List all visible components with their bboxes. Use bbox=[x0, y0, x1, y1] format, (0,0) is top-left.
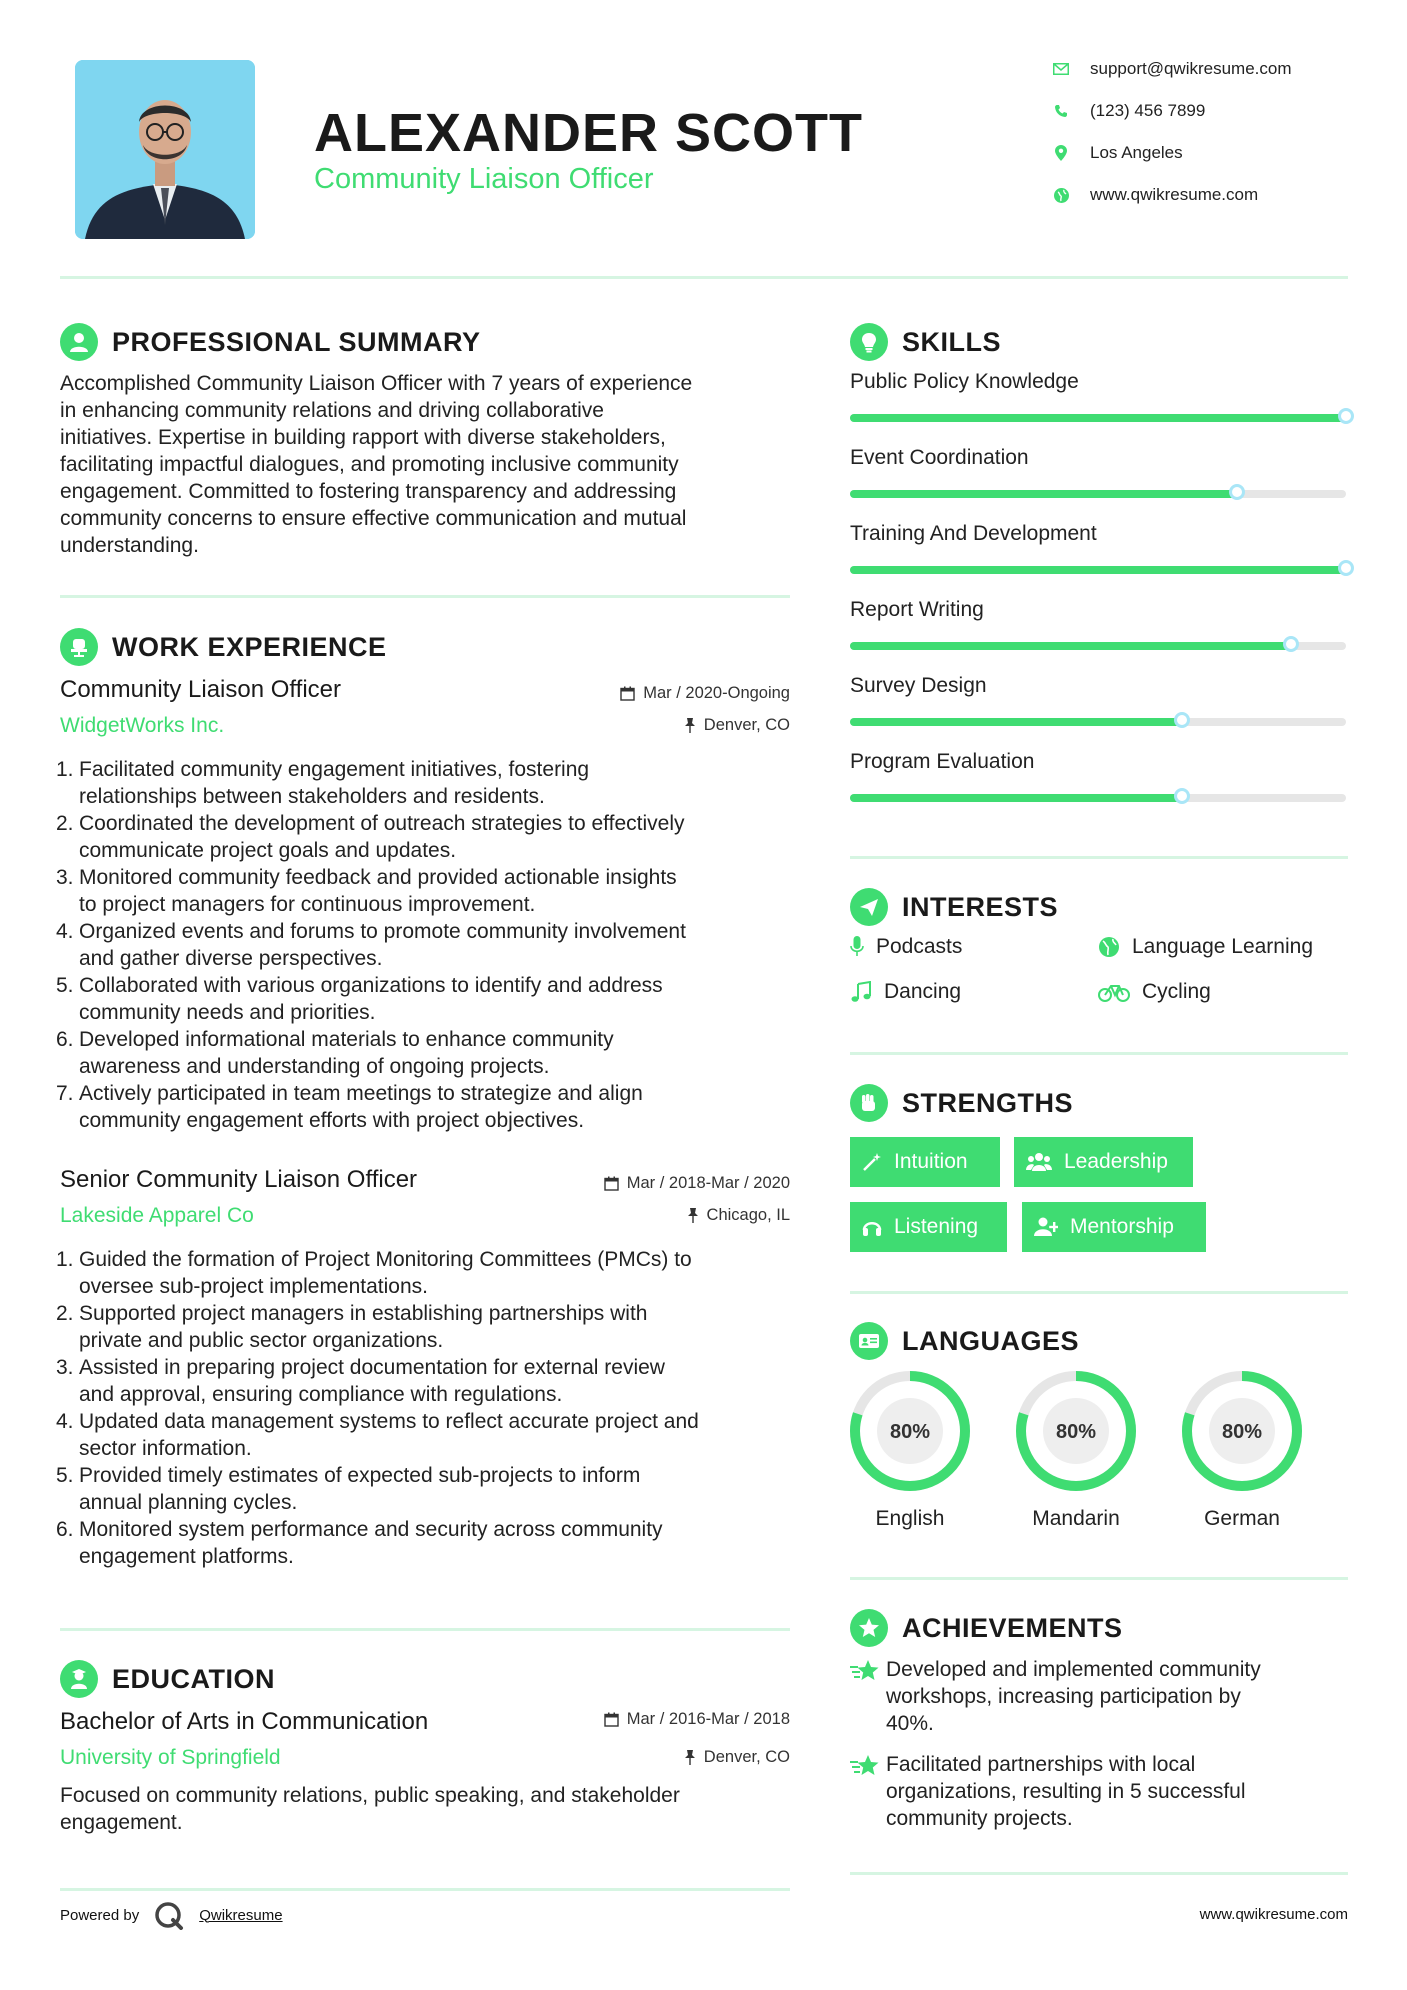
calendar-icon bbox=[604, 1176, 619, 1191]
skill-row bbox=[850, 750, 1346, 820]
briefcase-chair-icon bbox=[60, 628, 98, 666]
education-location-text: Denver, CO bbox=[703, 1748, 790, 1766]
achievement-text: Facilitated partnerships with local organizations, resulting in 5 successful community projects. bbox=[886, 1753, 1246, 1830]
summary-line: facilitating impactful dialogues, and promoting inclusive community bbox=[60, 453, 679, 476]
candidate-name: ALEXANDER SCOTT bbox=[314, 103, 864, 163]
music-note-icon bbox=[850, 981, 872, 1003]
strength-tag bbox=[1014, 1137, 1193, 1187]
job-duties-list bbox=[56, 756, 800, 1134]
summary-line: understanding. bbox=[60, 534, 199, 557]
strength-tag bbox=[850, 1137, 1000, 1187]
section-divider bbox=[850, 1052, 1348, 1055]
user-plus-icon bbox=[1034, 1217, 1058, 1237]
interest-label: Podcasts bbox=[876, 935, 963, 958]
skill-level-fill bbox=[850, 718, 1182, 726]
duty-item: 4. Organized events and forums to promote community involvement and gather diverse perspectives. bbox=[56, 920, 686, 970]
footer-url[interactable]: www.qwikresume.com bbox=[1199, 1906, 1348, 1923]
skills-heading bbox=[850, 323, 1001, 361]
interest-item bbox=[850, 980, 961, 1004]
qwikresume-logo-icon bbox=[153, 1900, 187, 1930]
skill-level-fill bbox=[850, 490, 1237, 498]
interest-item bbox=[850, 935, 962, 959]
skill-level-bar bbox=[850, 642, 1346, 650]
skill-level-bar bbox=[850, 566, 1346, 574]
interest-label: Language Learning bbox=[1132, 935, 1314, 958]
raised-fist-icon bbox=[850, 1084, 888, 1122]
skill-label: Report Writing bbox=[850, 598, 984, 621]
achievement-item bbox=[850, 1656, 1350, 1737]
skill-level-knob bbox=[1338, 408, 1354, 424]
school-name: University of Springfield bbox=[60, 1746, 281, 1769]
interest-label: Dancing bbox=[884, 980, 962, 1003]
contact-location bbox=[1052, 140, 1352, 166]
skill-label: Training And Development bbox=[850, 522, 1097, 545]
duty-item: 5. Collaborated with various organizations to identify and address community needs and priorities. bbox=[56, 974, 663, 1024]
strength-label: Listening bbox=[894, 1215, 979, 1238]
headphones-icon bbox=[862, 1217, 882, 1237]
education-heading-text: EDUCATION bbox=[112, 1663, 275, 1694]
candidate-title: Community Liaison Officer bbox=[314, 163, 654, 195]
language-label: German bbox=[1204, 1507, 1280, 1530]
achievement-item bbox=[850, 1751, 1350, 1832]
job-dates-text: Mar / 2020-Ongoing bbox=[643, 684, 790, 702]
education-description bbox=[60, 1782, 800, 1836]
skill-row bbox=[850, 522, 1346, 592]
education-line: engagement. bbox=[60, 1811, 183, 1834]
section-divider bbox=[850, 856, 1348, 859]
education-location bbox=[540, 1748, 790, 1767]
section-divider bbox=[850, 1577, 1348, 1580]
skill-level-bar bbox=[850, 794, 1346, 802]
skill-level-knob bbox=[1174, 712, 1190, 728]
company-name: Lakeside Apparel Co bbox=[60, 1204, 254, 1227]
skill-label: Public Policy Knowledge bbox=[850, 370, 1079, 393]
languages-heading bbox=[850, 1322, 1079, 1360]
summary-line: in enhancing community relations and driving collaborative bbox=[60, 399, 604, 422]
skill-level-fill bbox=[850, 794, 1182, 802]
lightbulb-icon bbox=[850, 323, 888, 361]
job-dates bbox=[540, 684, 790, 703]
globe-icon bbox=[1052, 186, 1070, 204]
person-portrait-icon bbox=[75, 60, 255, 239]
contact-email[interactable] bbox=[1052, 56, 1352, 82]
paper-plane-icon bbox=[850, 888, 888, 926]
job-location-text: Denver, CO bbox=[703, 716, 790, 734]
pushpin-icon bbox=[684, 718, 696, 733]
powered-by-text: Powered by bbox=[60, 1906, 140, 1924]
languages-heading-text: LANGUAGES bbox=[902, 1325, 1080, 1356]
profile-photo bbox=[75, 60, 255, 239]
achievements-heading-text: ACHIEVEMENTS bbox=[902, 1612, 1123, 1643]
strength-tag bbox=[1022, 1202, 1206, 1252]
work-heading-text: WORK EXPERIENCE bbox=[112, 631, 387, 662]
skill-label: Event Coordination bbox=[850, 446, 1029, 469]
languages-list bbox=[830, 1368, 1350, 1538]
language-percent: 80% bbox=[1055, 1421, 1097, 1443]
skill-level-fill bbox=[850, 642, 1291, 650]
language-label: English bbox=[875, 1507, 945, 1530]
id-card-icon bbox=[850, 1322, 888, 1360]
phone-icon bbox=[1052, 102, 1070, 120]
skill-level-knob bbox=[1229, 484, 1245, 500]
section-divider bbox=[60, 595, 790, 598]
education-heading bbox=[60, 1660, 275, 1698]
microphone-icon bbox=[850, 936, 864, 958]
summary-line: Accomplished Community Liaison Officer with 7 years of experience bbox=[60, 372, 693, 395]
language-label: Mandarin bbox=[1032, 1507, 1120, 1530]
pushpin-icon bbox=[684, 1750, 696, 1765]
duty-item: 1. Guided the formation of Project Monitoring Committees (PMCs) to oversee sub-project implementations. bbox=[56, 1248, 692, 1298]
duty-item: 6. Developed informational materials to enhance community awareness and understanding of ongoing projects. bbox=[56, 1028, 614, 1078]
bicycle-icon bbox=[1098, 981, 1130, 1003]
language-item bbox=[1162, 1368, 1322, 1538]
job-title: Community Liaison Officer bbox=[60, 676, 341, 703]
map-pin-icon bbox=[1052, 144, 1070, 162]
summary-heading-text: PROFESSIONAL SUMMARY bbox=[112, 326, 481, 357]
duty-item: 4. Updated data management systems to reflect accurate project and sector information. bbox=[56, 1410, 699, 1460]
language-ring bbox=[996, 1368, 1156, 1494]
summary-text bbox=[60, 370, 800, 559]
education-dates-text: Mar / 2016-Mar / 2018 bbox=[626, 1710, 790, 1728]
section-divider bbox=[60, 1628, 790, 1631]
skill-level-knob bbox=[1338, 560, 1354, 576]
contact-email-text: support@qwikresume.com bbox=[1090, 59, 1292, 78]
company-name: WidgetWorks Inc. bbox=[60, 714, 225, 737]
strength-label: Intuition bbox=[894, 1150, 968, 1173]
brand-link[interactable]: Qwikresume bbox=[199, 1906, 283, 1924]
interests-heading-text: INTERESTS bbox=[902, 891, 1059, 922]
duty-item: 3. Monitored community feedback and provided actionable insights to project managers for continuous improvement. bbox=[56, 866, 677, 916]
strength-label: Mentorship bbox=[1070, 1215, 1174, 1238]
duty-item: 5. Provided timely estimates of expected sub-projects to inform annual planning cycles. bbox=[56, 1464, 641, 1514]
users-icon bbox=[1026, 1152, 1052, 1172]
strength-tag bbox=[850, 1202, 1007, 1252]
skill-row bbox=[850, 446, 1346, 516]
strengths-heading-text: STRENGTHS bbox=[902, 1087, 1074, 1118]
skill-row bbox=[850, 370, 1346, 440]
calendar-icon bbox=[604, 1712, 619, 1727]
education-dates bbox=[540, 1710, 790, 1729]
summary-line: engagement. Committed to fostering transparency and addressing bbox=[60, 480, 677, 503]
section-divider bbox=[60, 1888, 790, 1891]
interests-heading bbox=[850, 888, 1058, 926]
language-ring bbox=[1162, 1368, 1322, 1494]
summary-heading bbox=[60, 323, 481, 361]
skill-level-fill bbox=[850, 414, 1346, 422]
skill-row bbox=[850, 598, 1346, 668]
job-duties-list bbox=[56, 1246, 800, 1570]
globe-icon bbox=[1098, 936, 1120, 958]
star-badge-icon bbox=[850, 1609, 888, 1647]
language-percent: 80% bbox=[1221, 1421, 1263, 1443]
language-item bbox=[830, 1368, 990, 1538]
job-dates-text: Mar / 2018-Mar / 2020 bbox=[626, 1174, 790, 1192]
duty-item: 1. Facilitated community engagement initiatives, fostering relationships between stakeholders and residents. bbox=[56, 758, 590, 808]
interest-label: Cycling bbox=[1142, 980, 1211, 1003]
star-trail-icon bbox=[850, 1751, 886, 1832]
job-dates bbox=[540, 1174, 790, 1193]
section-divider bbox=[850, 1872, 1348, 1875]
skills-heading-text: SKILLS bbox=[902, 326, 1002, 357]
envelope-icon bbox=[1052, 60, 1070, 78]
work-heading bbox=[60, 628, 387, 666]
skill-label: Program Evaluation bbox=[850, 750, 1035, 773]
duty-item: 6. Monitored system performance and security across community engagement platforms. bbox=[56, 1518, 663, 1568]
summary-line: initiatives. Expertise in building rapport with diverse stakeholders, bbox=[60, 426, 666, 449]
contact-website[interactable] bbox=[1052, 182, 1352, 208]
summary-line: community concerns to ensure effective communication and mutual bbox=[60, 507, 687, 530]
education-line: Focused on community relations, public speaking, and stakeholder bbox=[60, 1784, 680, 1807]
duty-item: 3. Assisted in preparing project documentation for external review and approval, ensuring compliance with regulations. bbox=[56, 1356, 665, 1406]
language-ring bbox=[830, 1368, 990, 1494]
language-percent: 80% bbox=[889, 1421, 931, 1443]
section-divider bbox=[850, 1291, 1348, 1294]
strength-label: Leadership bbox=[1064, 1150, 1168, 1173]
job-title: Senior Community Liaison Officer bbox=[60, 1166, 418, 1193]
achievement-text: Developed and implemented community workshops, increasing participation by 40%. bbox=[886, 1658, 1261, 1735]
magic-wand-icon bbox=[862, 1152, 882, 1172]
skill-level-fill bbox=[850, 566, 1346, 574]
user-icon bbox=[60, 323, 98, 361]
skill-label: Survey Design bbox=[850, 674, 987, 697]
job-location-text: Chicago, IL bbox=[706, 1206, 790, 1224]
header-divider bbox=[60, 276, 1348, 279]
strengths-heading bbox=[850, 1084, 1073, 1122]
degree-title: Bachelor of Arts in Communication bbox=[60, 1708, 429, 1735]
interest-item bbox=[1098, 980, 1211, 1004]
contact-website-text: www.qwikresume.com bbox=[1090, 185, 1259, 204]
contact-phone-text: (123) 456 7899 bbox=[1090, 101, 1206, 120]
skill-level-bar bbox=[850, 414, 1346, 422]
skill-level-knob bbox=[1174, 788, 1190, 804]
skill-row bbox=[850, 674, 1346, 744]
achievements-heading bbox=[850, 1609, 1123, 1647]
skill-level-bar bbox=[850, 718, 1346, 726]
duty-item: 2. Coordinated the development of outreach strategies to effectively communicate project goals and updates. bbox=[56, 812, 685, 862]
interest-item bbox=[1098, 935, 1313, 959]
skill-level-knob bbox=[1283, 636, 1299, 652]
calendar-icon bbox=[620, 686, 635, 701]
pushpin-icon bbox=[687, 1208, 699, 1223]
job-location bbox=[540, 716, 790, 735]
language-item bbox=[996, 1368, 1156, 1538]
contact-location-text: Los Angeles bbox=[1090, 143, 1183, 162]
star-trail-icon bbox=[850, 1656, 886, 1737]
powered-by bbox=[60, 1900, 283, 1930]
graduate-icon bbox=[60, 1660, 98, 1698]
duty-item: 7. Actively participated in team meetings to strategize and align community engagement efforts with project objectives. bbox=[56, 1082, 643, 1132]
job-location bbox=[540, 1206, 790, 1225]
skill-level-bar bbox=[850, 490, 1346, 498]
duty-item: 2. Supported project managers in establishing partnerships with private and public sector organizations. bbox=[56, 1302, 648, 1352]
contact-phone[interactable] bbox=[1052, 98, 1352, 124]
